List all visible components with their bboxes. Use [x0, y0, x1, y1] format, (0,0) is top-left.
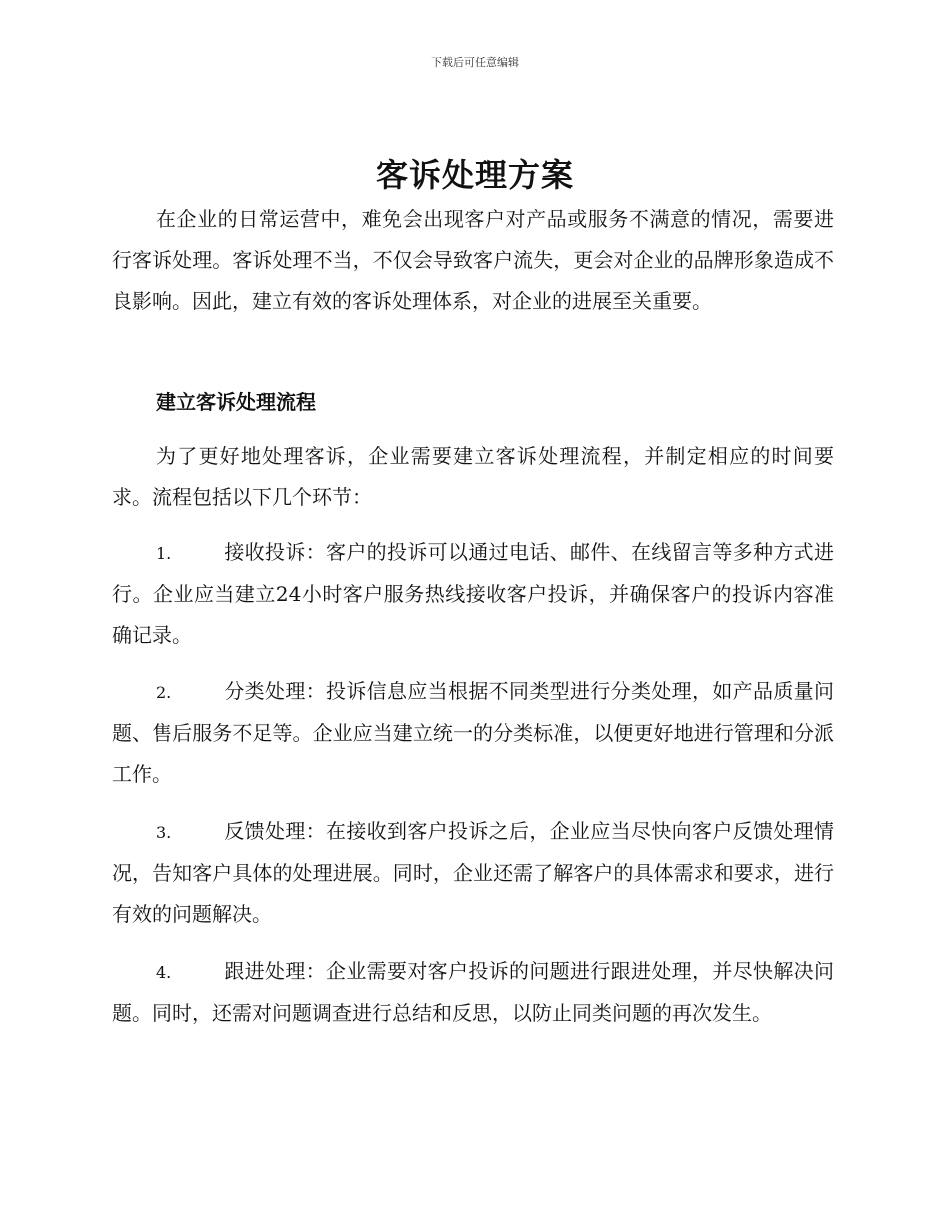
page-title: 客诉处理方案: [375, 156, 574, 194]
list-item-text: 分类处理：投诉信息应当根据不同类型进行分类处理，如产品质量问题、售后服务不足等。企业应当建立统一的分类标准，以便更好地进行管理和分派工作。: [112, 679, 834, 786]
section-heading: 建立客诉处理流程: [156, 390, 316, 414]
list-item: [112, 811, 834, 935]
list-item-text: 接收投诉：客户的投诉可以通过电话、邮件、在线留言等多种方式进行。企业应当建立24小时客户服务热线接收客户投诉，并确保客户的投诉内容准确记录。: [112, 540, 834, 647]
list-item-number: 4.: [156, 963, 172, 982]
list-item: [112, 951, 834, 1034]
list-item-number: 3.: [156, 823, 172, 842]
list-item: [112, 532, 834, 656]
list-item-number: 1.: [156, 544, 172, 563]
list-item-text: 跟进处理：企业需要对客户投诉的问题进行跟进处理，并尽快解决问题。同时，还需对问题调查进行总结和反思，以防止同类问题的再次发生。: [112, 959, 834, 1025]
list-item: [112, 671, 834, 795]
header-note: 下载后可任意编辑: [431, 56, 519, 69]
process-paragraph: 为了更好地处理客诉，企业需要建立客诉处理流程，并制定相应的时间要求。流程包括以下几个环节：: [112, 444, 834, 509]
list-item-number: 2.: [156, 683, 172, 702]
intro-paragraph: 在企业的日常运营中，难免会出现客户对产品或服务不满意的情况，需要进行客诉处理。客诉处理不当，不仅会导致客户流失，更会对企业的品牌形象造成不良影响。因此，建立有效的客诉处理体系，对企业的进展至关重要。: [112, 207, 834, 313]
list-item-text: 反馈处理：在接收到客户投诉之后，企业应当尽快向客户反馈处理情况，告知客户具体的处理进展。同时，企业还需了解客户的具体需求和要求，进行有效的问题解决。: [112, 819, 834, 926]
